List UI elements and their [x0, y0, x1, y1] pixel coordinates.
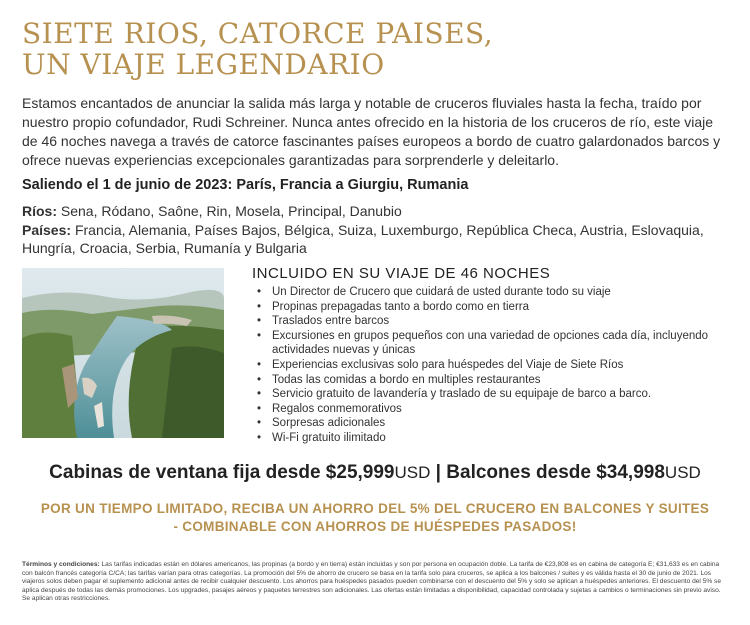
- list-item: • Wi-Fi gratuito ilimitado: [254, 431, 734, 446]
- pricing-line: [0, 462, 750, 484]
- countries-label: Países:: [22, 222, 72, 238]
- title-line-2: UN VIAJE LEGENDARIO: [22, 48, 385, 81]
- price-separator: |: [430, 462, 447, 483]
- river-valley-photo: [22, 268, 224, 438]
- terms-label: Términos y condiciones:: [22, 561, 100, 568]
- list-item: • Regalos conmemorativos: [254, 402, 734, 417]
- window-cabin-price: Cabinas de ventana fija desde $25,999: [49, 462, 395, 483]
- included-list: [254, 285, 734, 446]
- rivers-label: Ríos:: [22, 203, 57, 219]
- page-title: [22, 18, 493, 80]
- included-title: INCLUIDO EN SU VIAJE DE 46 NOCHES: [252, 265, 551, 282]
- rivers-value: Sena, Ródano, Saône, Rin, Mosela, Principal, Danubio: [60, 203, 402, 219]
- countries-value: Francia, Alemania, Países Bajos, Bélgica, Suiza, Luxemburgo, República Checa, Austria, Eslovaquia, Hungría, Croacia, Serbia, Rumanía y Bulgaria: [22, 222, 704, 256]
- list-item: • Servicio gratuito de lavandería y traslado de su equipaje de barco a barco.: [254, 387, 734, 402]
- balcony-currency: USD: [664, 463, 701, 482]
- list-item: • Todas las comidas a bordo en multiples restaurantes: [254, 373, 734, 388]
- list-item: • Experiencias exclusivas solo para huéspedes del Viaje de Siete Ríos: [254, 358, 734, 373]
- list-item: • Un Director de Crucero que cuidará de usted durante todo su viaje: [254, 285, 734, 300]
- list-item: • Traslados entre barcos: [254, 314, 734, 329]
- list-item: • Propinas prepagadas tanto a bordo como en tierra: [254, 300, 734, 315]
- window-currency: USD: [394, 463, 431, 482]
- terms-and-conditions: [22, 561, 730, 604]
- promo-banner: POR UN TIEMPO LIMITADO, RECIBA UN AHORRO DEL 5% DEL CRUCERO EN BALCONES Y SUITES - COMBINABLE CON AHORROS DE HUÉSPEDES PASADOS!: [40, 501, 710, 534]
- countries-line: [22, 221, 728, 257]
- balcony-price: Balcones desde $34,998: [446, 462, 665, 483]
- list-item: • Sorpresas adicionales: [254, 416, 734, 431]
- terms-text: Las tarifas indicadas están en dólares americanos, las propinas (a bordo y en tierra) están incluidas y son por persona en ocupación doble. La tarifa de €23,808 es en cabina de categoría E; €31,633 es en cabina con balcón francés categoría C/CA; las tarifas varían para otras categorías. La promoción del 5% de ahorro de crucero se basa en la tarifa solo para cruceros, se aplica a los balcones / suites y es válida hasta el 30 de junio de 2021. Los viajeros solos deben pagar el suplemento adicional antes de recibir cualquier descuento. Los ahorros para huéspedes pasados pueden combinarse con el descuento del 5% y solo se aplican a huéspedes anteriores. El descuento del 5% se aplica después de todas las demás promociones. Los upgrades, pasajes aéreos y paquetes terrestres son adicionales. Las ofertas están limitadas a disponibilidad, capacidad controlada y sujetas a cambios o terminaciones sin previo aviso. Se aplican otras restricciones.: [22, 561, 722, 603]
- departure-info: Saliendo el 1 de junio de 2023: París, Francia a Giurgiu, Rumania: [22, 177, 469, 193]
- list-item: • Excursiones en grupos pequeños con una variedad de opciones cada día, incluyendo actividades nuevas y únicas: [254, 329, 734, 358]
- rivers-line: [22, 202, 728, 220]
- title-line-1: SIETE RIOS, CATORCE PAISES,: [22, 17, 494, 50]
- intro-paragraph: Estamos encantados de anunciar la salida más larga y notable de cruceros fluviales hasta la fecha, traído por nuestro propio cofundador, Rudi Schreiner. Nunca antes ofrecido en la historia de los cruceros de río, este viaje de 46 noches navega a través de catorce fascinantes países europeos a bordo de cuatro galardonados barcos y ofrece nuevas experiencias excepcionales garantizadas para sorprenderle y deleitarlo.: [22, 95, 721, 168]
